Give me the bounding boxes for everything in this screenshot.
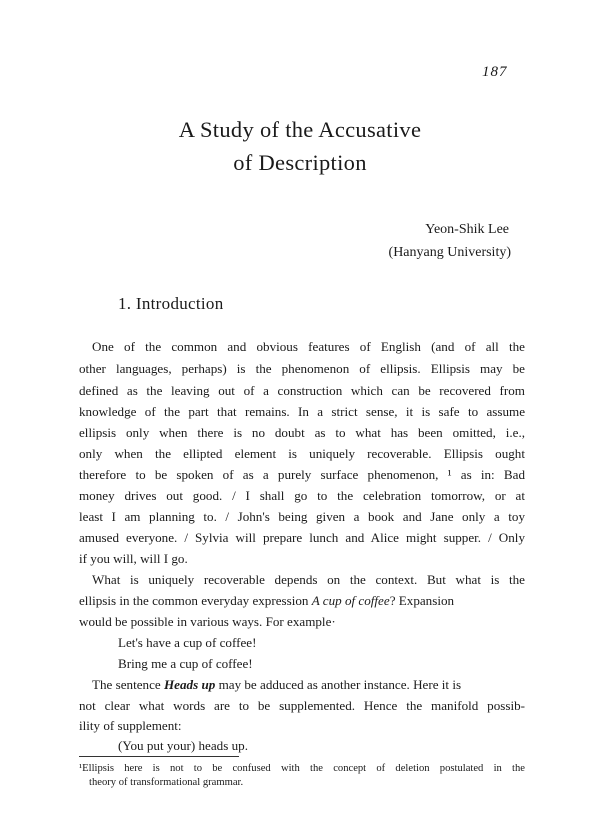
- paper-title-line1: A Study of the Accusative: [178, 117, 422, 142]
- body-line: therefore to be spoken of as a purely surface phenomenon, ¹ as in: Bad: [79, 467, 525, 482]
- body-text: ellipsis in the common everyday expression: [79, 593, 309, 608]
- footnote-line: theory of transformational grammar.: [89, 777, 244, 788]
- body-line: amused everyone. / Sylvia will prepare lunch and Alice might supper. / Only: [79, 530, 525, 545]
- body-line: knowledge of the part that remains. In a strict sense, it is safe to assume: [79, 404, 525, 419]
- author-affiliation: (Hanyang University): [388, 245, 511, 260]
- body-line-with-italic: [79, 592, 525, 609]
- body-line: if you will, will I go.: [79, 551, 188, 566]
- body-line-with-italic: [92, 676, 525, 693]
- body-line: only when the ellipted element is uniquely recoverable. Ellipsis ought: [79, 446, 525, 461]
- body-line: would be possible in various ways. For example·: [79, 614, 336, 629]
- body-line: other languages, perhaps) is the phenomenon of ellipsis. Ellipsis may be: [79, 361, 525, 376]
- body-line: least I am planning to. / John's being given a book and Jane only a toy: [79, 509, 525, 524]
- body-text: may be adduced as another instance. Here it is: [215, 677, 462, 692]
- example-line: Bring me a cup of coffee!: [118, 656, 253, 671]
- section-heading: 1. Introduction: [118, 294, 224, 313]
- body-line: ellipsis only when there is no doubt as to what has been omitted, i.e.,: [79, 425, 525, 440]
- body-line: defined as the leaving out of a construction which can be recovered from: [79, 383, 525, 398]
- page-number: 187: [482, 64, 508, 80]
- body-line: money drives out good. / I shall go to the celebration tomorrow, or at: [79, 488, 525, 503]
- italic-example: A cup of coffee: [311, 593, 390, 608]
- footnote-line: ¹Ellipsis here is not to be confused with the concept of deletion postulated in the: [79, 763, 525, 774]
- body-line: ility of supplement:: [79, 718, 182, 733]
- body-line: not clear what words are to be supplemented. Hence the manifold possib-: [79, 698, 525, 713]
- body-line: What is uniquely recoverable depends on the context. But what is the: [92, 572, 525, 587]
- body-line: One of the common and obvious features of English (and of all the: [92, 339, 525, 354]
- italic-example: Heads up: [164, 677, 216, 692]
- example-line: (You put your) heads up.: [118, 738, 248, 753]
- body-text: ? Expansion: [389, 593, 455, 608]
- body-text: The sentence: [92, 677, 161, 692]
- author-name: Yeon-Shik Lee: [425, 222, 509, 237]
- paper-title-line2: of Description: [233, 150, 367, 175]
- example-line: Let's have a cup of coffee!: [118, 635, 257, 650]
- footnote-rule: [79, 756, 239, 757]
